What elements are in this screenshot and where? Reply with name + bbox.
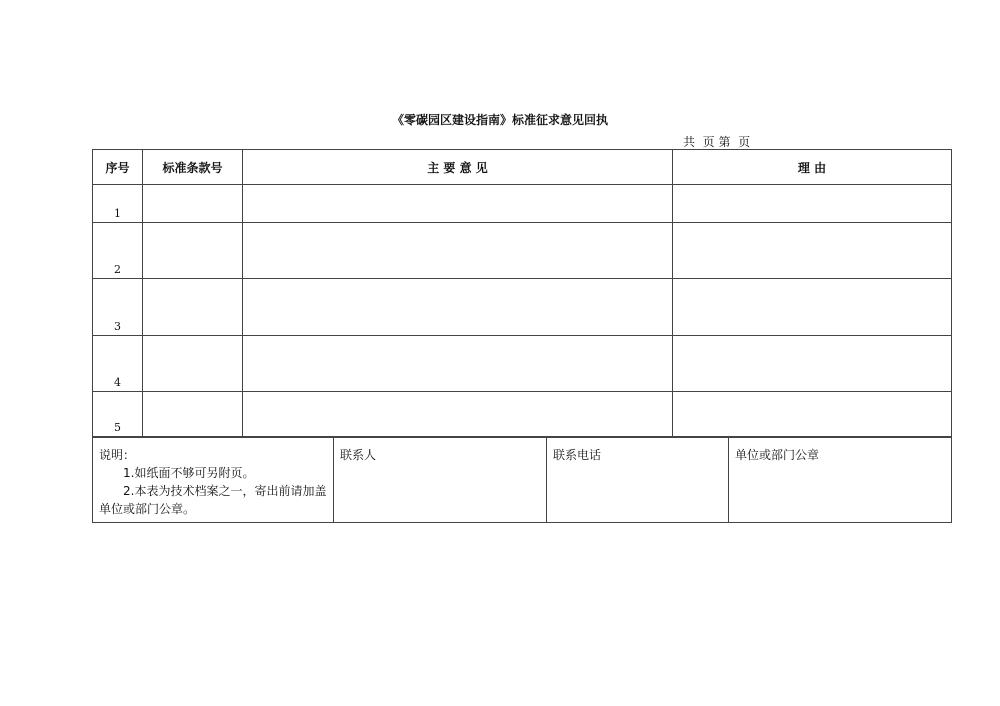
page-counter: 共 页 第 页: [683, 135, 751, 149]
seal-label: 单位或部门公章: [735, 448, 820, 462]
phone-cell[interactable]: [547, 438, 729, 523]
footer-row: [93, 438, 952, 523]
document-title: 《零碳园区建设指南》标准征求意见回执: [391, 113, 608, 127]
clause-cell[interactable]: [143, 223, 243, 279]
clause-cell[interactable]: [143, 185, 243, 223]
phone-label: 联系电话: [553, 448, 602, 462]
table-row: [93, 392, 952, 437]
table-row: [93, 223, 952, 279]
row-number: 5: [93, 392, 143, 437]
opinion-cell[interactable]: [243, 392, 673, 437]
footer-table: [92, 437, 952, 523]
opinion-cell[interactable]: [243, 223, 673, 279]
opinion-cell[interactable]: [243, 279, 673, 336]
row-number: 1: [93, 185, 143, 223]
header-clause: 标准条款号: [143, 150, 243, 185]
row-number: 3: [93, 279, 143, 336]
reason-cell[interactable]: [673, 279, 952, 336]
opinion-cell[interactable]: [243, 185, 673, 223]
contact-label: 联系人: [340, 448, 377, 462]
table-row: [93, 185, 952, 223]
row-number: 2: [93, 223, 143, 279]
reason-cell[interactable]: [673, 336, 952, 392]
clause-cell[interactable]: [143, 392, 243, 437]
reason-cell[interactable]: [673, 392, 952, 437]
header-opinion: 主 要 意 见: [243, 150, 673, 185]
clause-cell[interactable]: [143, 279, 243, 336]
table-row: [93, 279, 952, 336]
reason-cell[interactable]: [673, 223, 952, 279]
clause-cell[interactable]: [143, 336, 243, 392]
header-index: 序号: [93, 150, 143, 185]
opinion-cell[interactable]: [243, 336, 673, 392]
note-item-2-continued: 单位或部门公章。: [99, 502, 196, 516]
reason-cell[interactable]: [673, 185, 952, 223]
table-row: [93, 336, 952, 392]
row-number: 4: [93, 336, 143, 392]
table-header-row: [93, 150, 952, 185]
opinion-table: [92, 149, 952, 437]
contact-cell[interactable]: [334, 438, 547, 523]
note-item-2: 2.本表为技术档案之一，寄出前请加盖: [123, 484, 327, 498]
header-reason: 理 由: [673, 150, 952, 185]
note-item-1: 1.如纸面不够可另附页。: [123, 466, 255, 480]
notes-title: 说明：: [99, 448, 136, 462]
seal-cell[interactable]: [729, 438, 952, 523]
notes-cell: [93, 438, 334, 523]
